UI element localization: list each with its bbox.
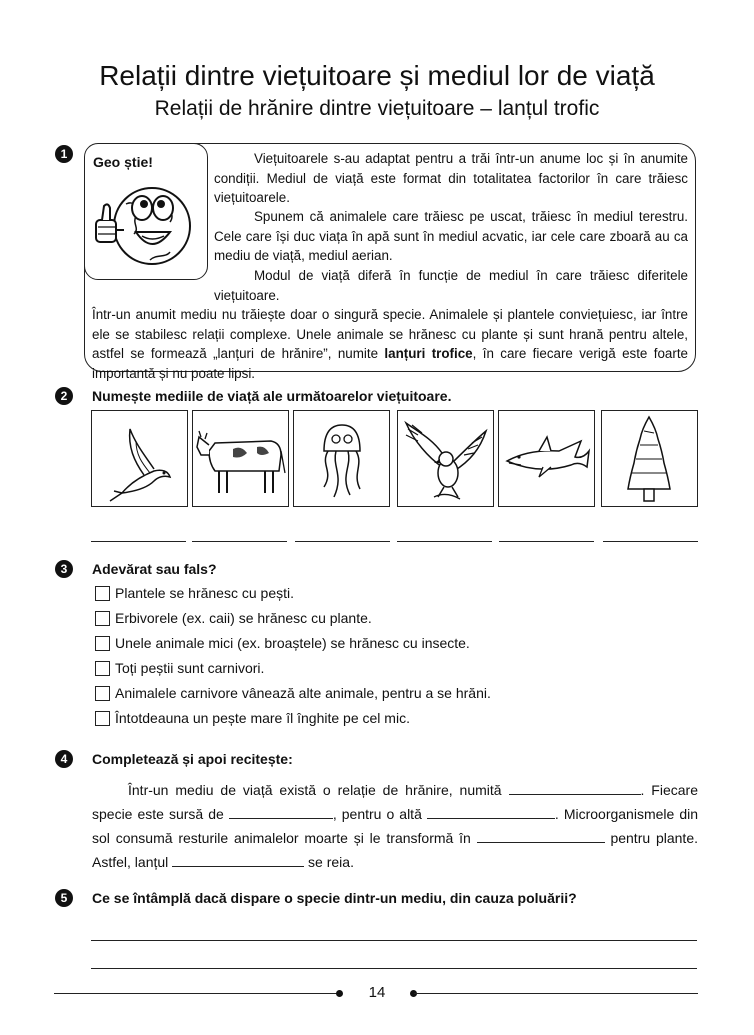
question-3: Adevărat sau fals? — [92, 561, 217, 577]
page-title: Relații dintre viețuitoare și mediul lor de viață — [99, 60, 655, 91]
fir-tree-icon — [602, 411, 697, 506]
image-box-swallow — [91, 410, 188, 507]
page-subtitle: Relații de hrănire dintre viețuitoare – lanțul trofic — [154, 97, 600, 120]
exercise-number-4: 4 — [55, 750, 73, 768]
fill-text-4: . Microorganismele din sol consumă resturile animalelor moarte și le transformă în — [92, 806, 699, 846]
fill-blank[interactable] — [229, 804, 333, 819]
answer-line[interactable] — [397, 541, 492, 542]
fill-text-6: se reia. — [308, 854, 354, 870]
footer-rule-right — [414, 993, 698, 994]
tf-checkbox[interactable] — [95, 661, 110, 676]
image-box-shark — [498, 410, 595, 507]
image-box-cow — [192, 410, 289, 507]
image-box-eagle — [397, 410, 494, 507]
info-paragraph-3-bold: lanțuri trofice — [384, 346, 473, 361]
tf-checkbox[interactable] — [95, 711, 110, 726]
exercise-number-1: 1 — [55, 145, 73, 163]
tf-checkbox[interactable] — [95, 686, 110, 701]
info-paragraph-1: Viețuitoarele s-au adaptat pentru a trăi într-un anume loc și în anumite condiții. Mediul de viață este format din totalitatea factorilor în care trăiesc viețuitoarele. — [214, 151, 688, 205]
tf-statement: Animalele carnivore vânează alte animale, pentru a se hrăni. — [115, 685, 491, 701]
fill-in-paragraph — [92, 778, 698, 874]
footer-dot-left — [336, 990, 343, 997]
jellyfish-icon — [294, 411, 389, 506]
swallow-icon — [92, 411, 187, 506]
tf-statement: Toți peștii sunt carnivori. — [115, 660, 265, 676]
info-paragraph-3-text-b: , în care fiecare verigă este foarte importantă și nu poate lipsi. — [92, 346, 688, 381]
tf-statement: Erbivorele (ex. caii) se hrănesc cu plante. — [115, 610, 372, 626]
info-paragraph-2: Spunem că animalele care trăiesc pe uscat, trăiesc în mediul terestru. Cele care își duc viața în apă sunt în mediul acvatic, iar cele care zboară au ca mediu de viață, mediul aerian. — [214, 209, 688, 263]
geo-label: Geo știe! — [93, 154, 153, 170]
exercise-number-2: 2 — [55, 387, 73, 405]
exercise-number-5: 5 — [55, 889, 73, 907]
tf-statement: Unele animale mici (ex. broaștele) se hrănesc cu insecte. — [115, 635, 470, 651]
image-box-jellyfish — [293, 410, 390, 507]
answer-line[interactable] — [91, 968, 697, 969]
fill-text-5: pentru plante. Astfel, lanțul — [92, 830, 699, 870]
info-paragraph-3-text-a: Într-un anumit mediu nu trăiește doar o singură specie. Animalele și plantele conviețuiesc, iar între ele se stabilesc relații complexe. Unele animale se hrănesc cu plante și sunt hrană pentru altele, astfel se formează „lanțuri de hrănire”, numite — [92, 307, 688, 361]
cow-icon — [193, 411, 288, 506]
question-4: Completează și apoi recitește: — [92, 751, 293, 767]
fill-text-1: Într-un mediu de viață există o relație de hrănire, numită — [128, 782, 502, 798]
answer-line[interactable] — [192, 541, 287, 542]
tf-checkbox[interactable] — [95, 586, 110, 601]
fill-text-2: . Fiecare specie este sursă de — [92, 782, 698, 822]
answer-line[interactable] — [499, 541, 594, 542]
answer-line[interactable] — [91, 940, 697, 941]
fill-blank[interactable] — [172, 852, 304, 867]
shark-icon — [499, 411, 594, 506]
question-5: Ce se întâmplă dacă dispare o specie dintr-un mediu, din cauza poluării? — [92, 890, 577, 906]
answer-line[interactable] — [295, 541, 390, 542]
fill-blank[interactable] — [427, 804, 555, 819]
info-paragraph-3-lead: Modul de viață diferă în funcție de mediul în care trăiesc diferitele viețuitoare. — [214, 268, 688, 303]
eagle-icon — [398, 411, 493, 506]
answer-line[interactable] — [91, 541, 186, 542]
fill-blank[interactable] — [509, 780, 641, 795]
answer-line[interactable] — [603, 541, 698, 542]
exercise-number-3: 3 — [55, 560, 73, 578]
tf-statement: Plantele se hrănesc cu pești. — [115, 585, 294, 601]
info-paragraph-3 — [92, 266, 688, 383]
image-box-fir-tree — [601, 410, 698, 507]
fill-text-3: , pentru o altă — [332, 806, 422, 822]
tf-checkbox[interactable] — [95, 611, 110, 626]
tf-checkbox[interactable] — [95, 636, 110, 651]
footer-rule-left — [54, 993, 338, 994]
fill-blank[interactable] — [477, 828, 605, 843]
page-number: 14 — [368, 984, 386, 1001]
tf-statement: Întotdeauna un pește mare îl înghite pe cel mic. — [115, 710, 410, 726]
earth-mascot-thumbs-up-icon — [90, 172, 200, 276]
question-2: Numește mediile de viață ale următoarelor viețuitoare. — [92, 388, 452, 404]
